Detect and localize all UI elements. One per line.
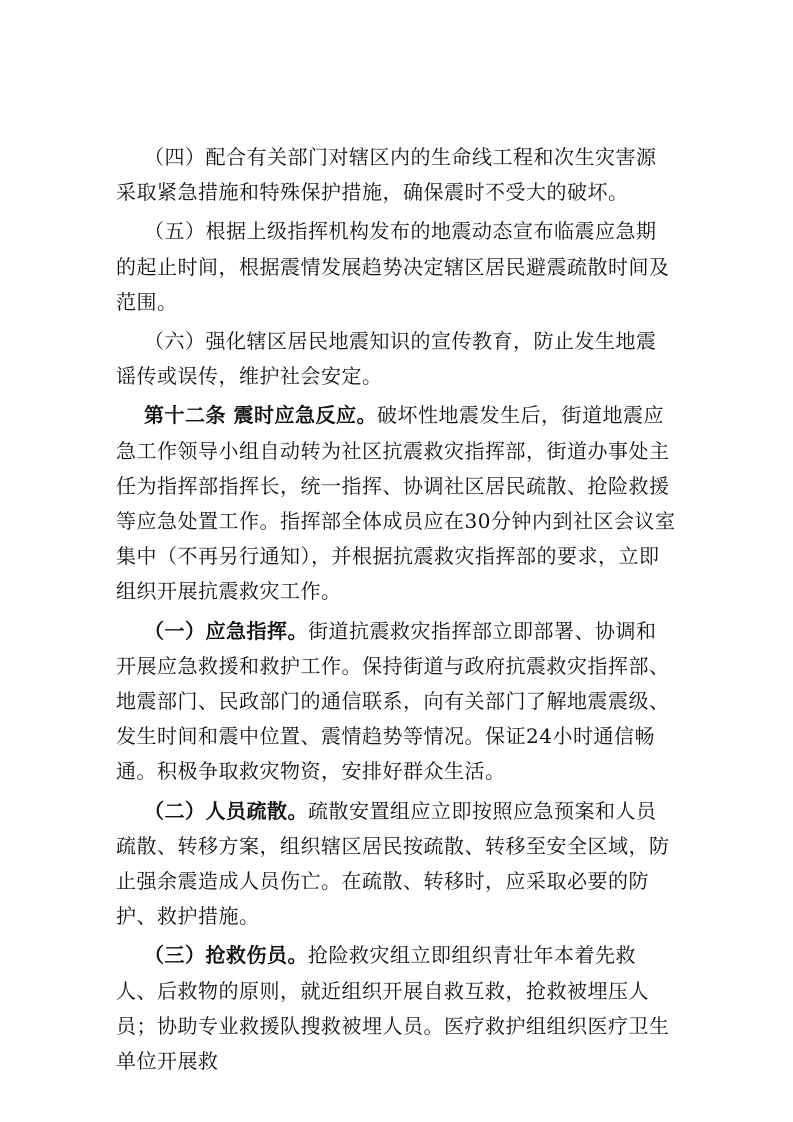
paragraph-text: （四）配合有关部门对辖区内的生命线工程和次生灾害源采取紧急措施和特殊保护措施，确保震时不受大的破坏。 <box>116 145 657 205</box>
paragraph-text: 街道抗震救灾指挥部立即部署、协调和开展应急救援和救护工作。保持街道与政府抗震救灾指挥部、地震部门、民政部门的通信联系，向有关部门了解地震震级、发生时间和震中位置、震情趋势等情况。保证24小时通信畅通。积极争取救灾物资，安排好群众生活。 <box>116 618 670 784</box>
evacuation-heading: （二）人员疏散。 <box>144 798 308 823</box>
article-12-heading: 第十二条 震时应急反应。 <box>144 403 377 428</box>
article-12-paragraph <box>116 398 676 609</box>
document-body <box>116 140 676 1083</box>
paragraph-item-6 <box>116 324 676 394</box>
emergency-command-heading: （一）应急指挥。 <box>144 618 308 643</box>
paragraph-item-4 <box>116 140 676 210</box>
paragraph-text: 破坏性地震发生后，街道地震应急工作领导小组自动转为社区抗震救灾指挥部，街道办事处主任为指挥部指挥长，统一指挥、协调社区居民疏散、抢险救援等应急处置工作。指挥部全体成员应在30分钟内到社区会议室集中（不再另行通知），并根据抗震救灾指挥部的要求，立即组织开展抗震救灾工作。 <box>116 403 676 604</box>
emergency-command-paragraph <box>116 614 676 790</box>
paragraph-text: 抢险救灾组立即组织青壮年本着先救人、后救物的原则，就近组织开展自救互救，抢救被埋压人员；协助专业救援队搜救被埋人员。医疗救护组组织医疗卫生单位开展救 <box>116 943 670 1074</box>
paragraph-text: （六）强化辖区居民地震知识的宣传教育，防止发生地震谣传或误传，维护社会安定。 <box>116 329 657 389</box>
paragraph-item-5 <box>116 214 676 320</box>
rescue-paragraph <box>116 938 676 1079</box>
paragraph-text: （五）根据上级指挥机构发布的地震动态宣布临震应急期的起止时间，根据震情发展趋势决定辖区居民避震疏散时间及范围。 <box>116 219 670 314</box>
rescue-heading: （三）抢救伤员。 <box>144 943 308 968</box>
paragraph-text: 疏散安置组应立即按照应急预案和人员疏散、转移方案，组织辖区居民按疏散、转移至安全区域，防止强余震造成人员伤亡。在疏散、转移时，应采取必要的防护、救护措施。 <box>116 798 670 929</box>
evacuation-paragraph <box>116 794 676 935</box>
